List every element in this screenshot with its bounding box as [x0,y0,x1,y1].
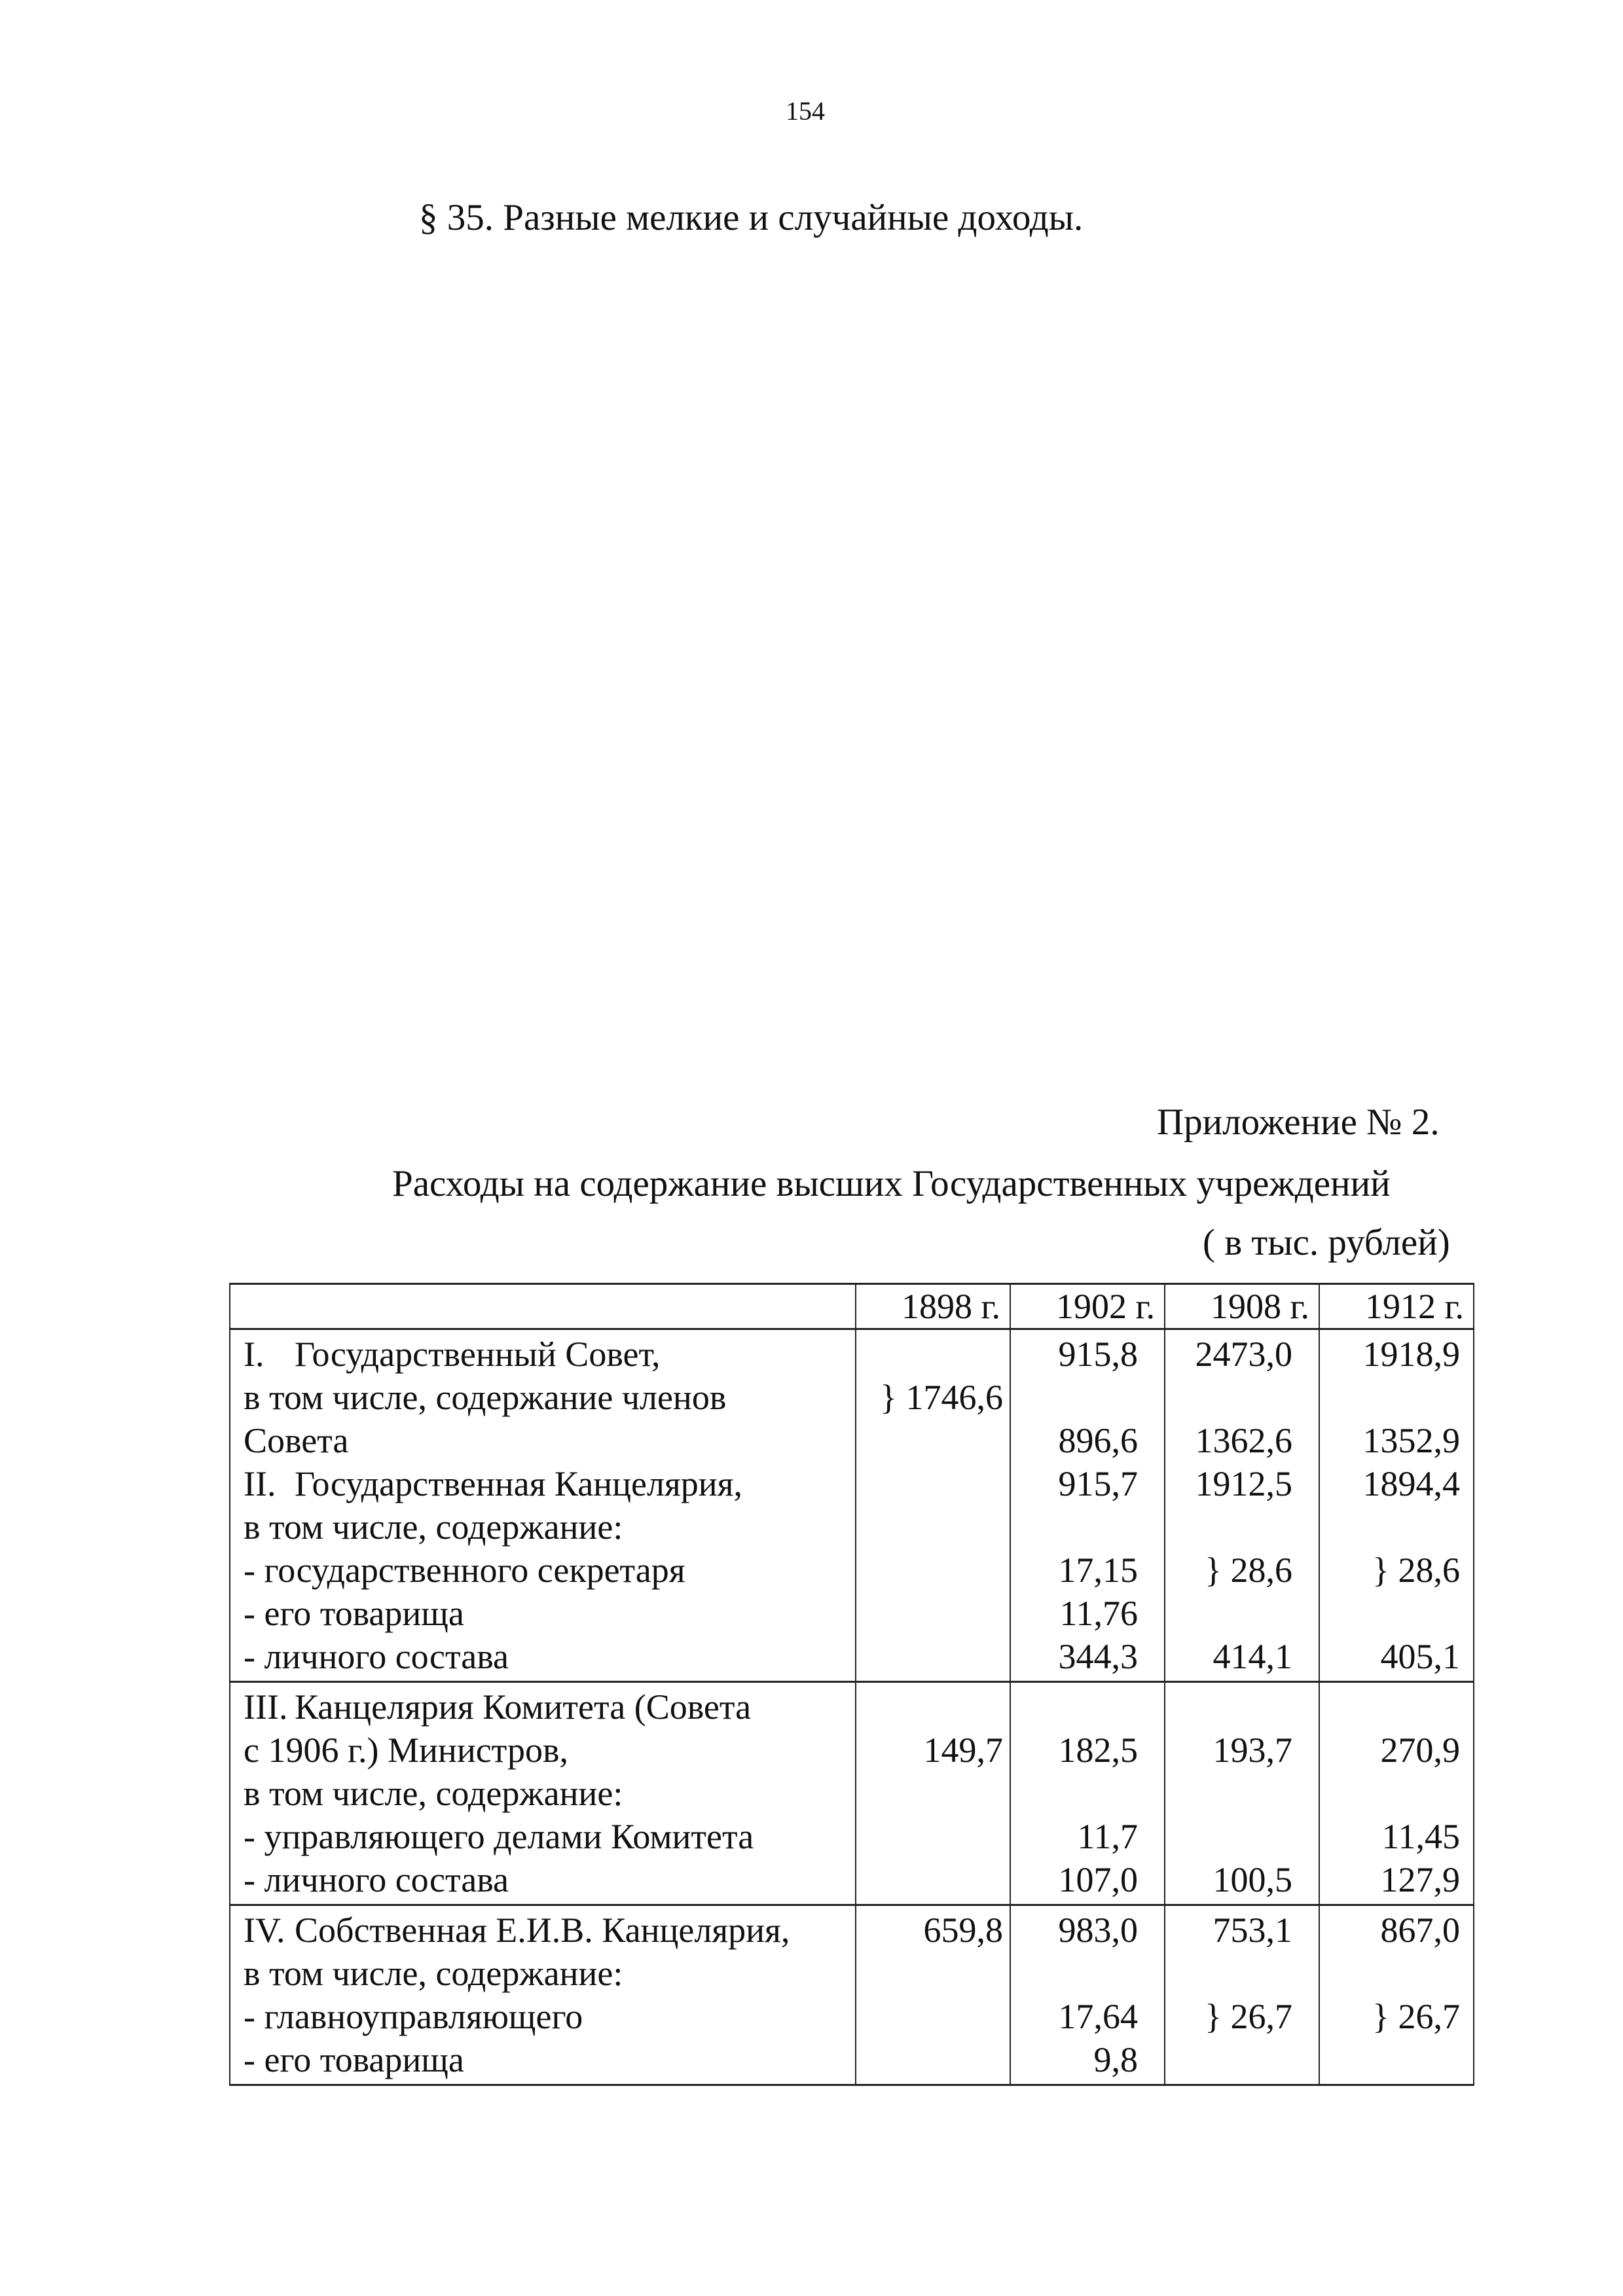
table-row [230,1549,1474,1592]
row-label-cell [230,1592,856,1635]
row-label-cell [230,1505,856,1549]
units-note: ( в тыс. рублей) [1203,1222,1450,1263]
value-cell-1908: 753,1 [1165,1905,1319,1952]
header-cell: 1912 г. [1319,1284,1474,1329]
row-label-cell [230,1905,856,1952]
value-cell-1898: } 1746,6 [856,1376,1010,1419]
row-label-cell [230,1635,856,1682]
value-cell-1902 [1010,1952,1165,1995]
table-row [230,1815,1474,1858]
row-label-cell [230,1729,856,1772]
table-row [230,1505,1474,1549]
table-row [230,1729,1474,1772]
roman-numeral: IV. [244,1910,285,1950]
row-label-cell [230,1329,856,1376]
table-row [230,1772,1474,1815]
header-cell: 1902 г. [1010,1284,1165,1329]
value-cell-1902: 11,76 [1010,1592,1165,1635]
value-cell-1898 [856,1419,1010,1462]
roman-numeral: I. [244,1335,264,1374]
value-cell-1908 [1165,1815,1319,1858]
value-cell-1902: 182,5 [1010,1729,1165,1772]
row-label-cell [230,1952,856,1995]
table-row [230,1858,1474,1905]
value-cell-1902 [1010,1505,1165,1549]
row-label: - государственного секретаря [244,1551,685,1590]
table-row [230,2038,1474,2085]
row-label: в том числе, содержание: [244,1954,623,1993]
value-cell-1902: 896,6 [1010,1419,1165,1462]
value-cell-1908 [1165,1376,1319,1419]
value-cell-1912: 127,9 [1319,1858,1474,1905]
value-cell-1902: 107,0 [1010,1858,1165,1905]
table-row [230,1682,1474,1729]
value-cell-1898: 149,7 [856,1729,1010,1772]
row-label: с 1906 г.) Министров, [244,1731,568,1770]
value-cell-1908: 1362,6 [1165,1419,1319,1462]
value-cell-1902: 11,7 [1010,1815,1165,1858]
roman-numeral: II. [244,1464,276,1503]
value-cell-1902: 983,0 [1010,1905,1165,1952]
value-cell-1912 [1319,1682,1474,1729]
value-cell-1898 [856,1329,1010,1376]
value-cell-1912 [1319,1772,1474,1815]
value-cell-1912: 270,9 [1319,1729,1474,1772]
value-cell-1908: 193,7 [1165,1729,1319,1772]
value-cell-1898 [856,2038,1010,2085]
row-label: Государственный Совет, [295,1335,661,1374]
value-cell-1912: 867,0 [1319,1905,1474,1952]
value-cell-1912: } 26,7 [1319,1995,1474,2038]
value-cell-1912: 405,1 [1319,1635,1474,1682]
value-cell-1898 [856,1635,1010,1682]
value-cell-1908 [1165,2038,1319,2085]
value-cell-1902 [1010,1772,1165,1815]
table-row [230,1905,1474,1952]
row-label-cell [230,1858,856,1905]
row-label-cell [230,1772,856,1815]
value-cell-1902 [1010,1682,1165,1729]
value-cell-1902: 17,64 [1010,1995,1165,2038]
row-label-cell [230,1462,856,1505]
header-cell: 1908 г. [1165,1284,1319,1329]
table-group [230,1905,1474,2085]
row-label-cell [230,1815,856,1858]
row-label-cell [230,1995,856,2038]
value-cell-1908 [1165,1682,1319,1729]
value-cell-1898 [856,1858,1010,1905]
value-cell-1902: 915,8 [1010,1329,1165,1376]
row-label: Совета [244,1421,349,1460]
expenses-table [229,1283,1474,2086]
header-cell: 1898 г. [856,1284,1010,1329]
value-cell-1912 [1319,2038,1474,2085]
row-label: Канцелярия Комитета (Совета [295,1687,752,1727]
value-cell-1898 [856,1549,1010,1592]
value-cell-1898 [856,1772,1010,1815]
value-cell-1908: 100,5 [1165,1858,1319,1905]
row-label: в том числе, содержание: [244,1774,623,1813]
value-cell-1908 [1165,1505,1319,1549]
row-label-cell [230,2038,856,2085]
row-label: - его товарища [244,1594,464,1633]
table-row [230,1376,1474,1419]
row-label: - управляющего делами Комитета [244,1817,754,1856]
row-label-cell [230,1682,856,1729]
value-cell-1898 [856,1995,1010,2038]
value-cell-1912: 1352,9 [1319,1419,1474,1462]
row-label-cell [230,1549,856,1592]
row-label: в том числе, содержание членов [244,1378,727,1417]
value-cell-1908: 2473,0 [1165,1329,1319,1376]
value-cell-1898 [856,1462,1010,1505]
table-group [230,1682,1474,1905]
value-cell-1912: } 28,6 [1319,1549,1474,1592]
value-cell-1912: 1918,9 [1319,1329,1474,1376]
value-cell-1908 [1165,1952,1319,1995]
value-cell-1902: 915,7 [1010,1462,1165,1505]
row-label-cell [230,1376,856,1419]
value-cell-1898 [856,1815,1010,1858]
value-cell-1908 [1165,1772,1319,1815]
value-cell-1902: 17,15 [1010,1549,1165,1592]
value-cell-1912 [1319,1592,1474,1635]
value-cell-1908: 1912,5 [1165,1462,1319,1505]
table-row [230,1462,1474,1505]
table-header-row [230,1284,1474,1329]
value-cell-1898 [856,1952,1010,1995]
table-row [230,1419,1474,1462]
table-row [230,1635,1474,1682]
value-cell-1898: 659,8 [856,1905,1010,1952]
value-cell-1912: 1894,4 [1319,1462,1474,1505]
row-label: Собственная Е.И.В. Канцелярия, [295,1910,790,1950]
row-label: - личного состава [244,1637,509,1676]
value-cell-1902: 9,8 [1010,2038,1165,2085]
header-cell [230,1284,856,1329]
value-cell-1912 [1319,1505,1474,1549]
value-cell-1898 [856,1682,1010,1729]
value-cell-1912: 11,45 [1319,1815,1474,1858]
row-label: Государственная Канцелярия, [295,1464,742,1503]
appendix-label: Приложение № 2. [1157,1102,1440,1143]
row-label-cell [230,1419,856,1462]
row-label: в том числе, содержание: [244,1507,623,1547]
roman-numeral: III. [244,1687,288,1727]
value-cell-1898 [856,1505,1010,1549]
row-label: - его товарища [244,2040,464,2079]
table-row [230,1952,1474,1995]
value-cell-1902: 344,3 [1010,1635,1165,1682]
value-cell-1908: } 26,7 [1165,1995,1319,2038]
table-title: Расходы на содержание высших Государственных учреждений [392,1163,1391,1204]
value-cell-1898 [856,1592,1010,1635]
page-number: 154 [786,96,825,126]
value-cell-1908 [1165,1592,1319,1635]
value-cell-1902 [1010,1376,1165,1419]
value-cell-1912 [1319,1376,1474,1419]
row-label: - главноуправляющего [244,1997,583,2036]
table-row [230,1592,1474,1635]
value-cell-1908: 414,1 [1165,1635,1319,1682]
table-group [230,1329,1474,1682]
value-cell-1912 [1319,1952,1474,1995]
table-row [230,1329,1474,1376]
section-heading: § 35. Разные мелкие и случайные доходы. [419,197,1084,238]
row-label: - личного состава [244,1860,509,1899]
value-cell-1908: } 28,6 [1165,1549,1319,1592]
table-row [230,1995,1474,2038]
